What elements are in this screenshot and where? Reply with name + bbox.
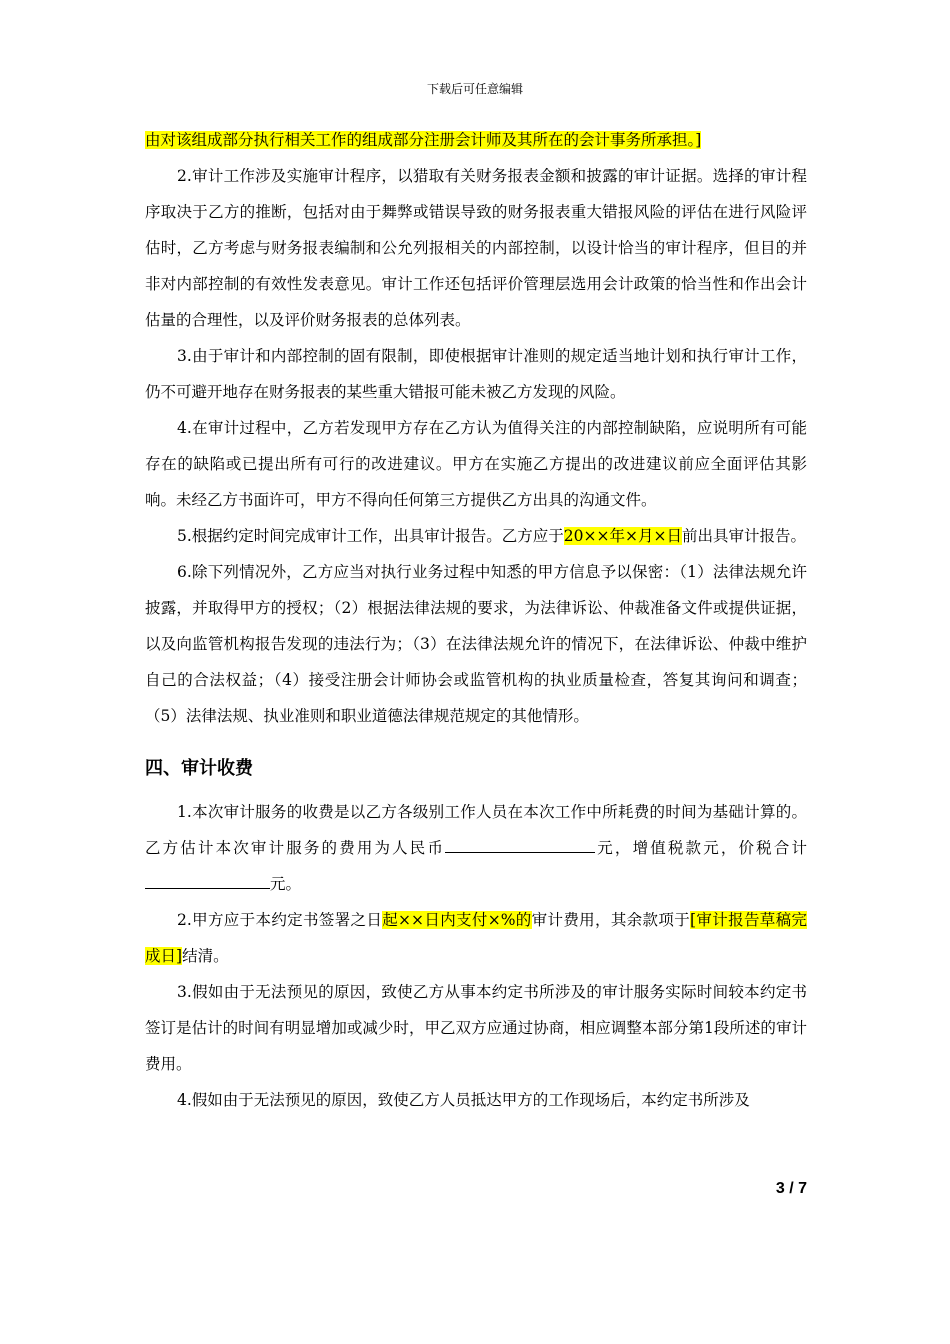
fee-blank-total xyxy=(145,871,270,889)
highlighted-payment-term: 起××日内支付×%的 xyxy=(382,911,532,929)
fee-blank-amount xyxy=(445,835,595,853)
fee-paragraph-2 xyxy=(145,902,807,974)
fee2-text-b: 审计费用，其余款项于 xyxy=(531,911,691,929)
paragraph-5-text-a: 5.根据约定时间完成审计工作，出具审计报告。乙方应于 xyxy=(177,527,564,545)
fee-text-d: 元。 xyxy=(270,875,302,893)
fee-text-a: 1.本次审计服务的收费是以乙方各级别工作人员在本次工作中所耗费的时间为基础计算的。乙方估计本次审计服务的费用为人民币 xyxy=(145,803,807,857)
highlighted-text: 由对该组成部分执行相关工作的组成部分注册会计师及其所在的会计事务所承担。] xyxy=(145,131,702,149)
fee-paragraph-3: 3.假如由于无法预见的原因，致使乙方从事本约定书所涉及的审计服务实际时间较本约定书签订是估计的时间有明显增加或减少时，甲乙双方应通过协商，相应调整本部分第1段所述的审计费用。 xyxy=(145,983,807,1073)
fee2-text-c: 结清。 xyxy=(182,947,229,965)
paragraph-continued xyxy=(145,122,807,158)
section-title: 四、审计收费 xyxy=(145,758,253,779)
page-number: 3 / 7 xyxy=(775,1180,807,1197)
fee-text-c: 元，价税合计 xyxy=(703,839,807,857)
fee-paragraph-4: 4.假如由于无法预见的原因，致使乙方人员抵达甲方的工作现场后，本约定书所涉及 xyxy=(177,1091,750,1109)
page-header: 下载后可任意编辑 xyxy=(426,82,523,96)
paragraph-5 xyxy=(145,518,807,554)
fee-paragraph-1 xyxy=(145,794,807,902)
paragraph-5-text-b: 前出具审计报告。 xyxy=(681,527,806,545)
fee-text-b: 元，增值税款 xyxy=(595,839,704,857)
document-body xyxy=(145,122,807,1118)
paragraph-2: 2.审计工作涉及实施审计程序，以猎取有关财务报表金额和披露的审计证据。选择的审计程序取决于乙方的推断，包括对由于舞弊或错误导致的财务报表重大错报风险的评估在进行风险评估时，乙方考虑与财务报表编制和公允列报相关的内部控制，以设计恰当的审计程序，但目的并非对内部控制的有效性发表意见。审计工作还包括评价管理层选用会计政策的恰当性和作出会计估量的合理性，以及评价财务报表的总体列表。 xyxy=(145,167,807,329)
highlighted-settlement-date: [审计报告草稿完成日] xyxy=(145,911,807,965)
highlighted-date: 20××年×月×日 xyxy=(563,527,682,545)
paragraph-6: 6.除下列情况外，乙方应当对执行业务过程中知悉的甲方信息予以保密：（1）法律法规允许披露，并取得甲方的授权；（2）根据法律法规的要求，为法律诉讼、仲裁准备文件或提供证据，以及向监管机构报告发现的违法行为；（3）在法律法规允许的情况下，在法律诉讼、仲裁中维护自己的合法权益；（4）接受注册会计师协会或监管机构的执业质量检查，答复其询问和调查；（5）法律法规、执业准则和职业道德法律规范规定的其他情形。 xyxy=(145,563,807,725)
paragraph-4: 4.在审计过程中，乙方若发现甲方存在乙方认为值得关注的内部控制缺陷，应说明所有可能存在的缺陷或已提出所有可行的改进建议。甲方在实施乙方提出的改进建议前应全面评估其影响。未经乙方书面许可，甲方不得向任何第三方提供乙方出具的沟通文件。 xyxy=(145,419,807,509)
fee2-text-a: 2.甲方应于本约定书签署之日 xyxy=(177,911,383,929)
paragraph-3: 3.由于审计和内部控制的固有限制，即使根据审计准则的规定适当地计划和执行审计工作，仍不可避开地存在财务报表的某些重大错报可能未被乙方发现的风险。 xyxy=(145,347,807,401)
